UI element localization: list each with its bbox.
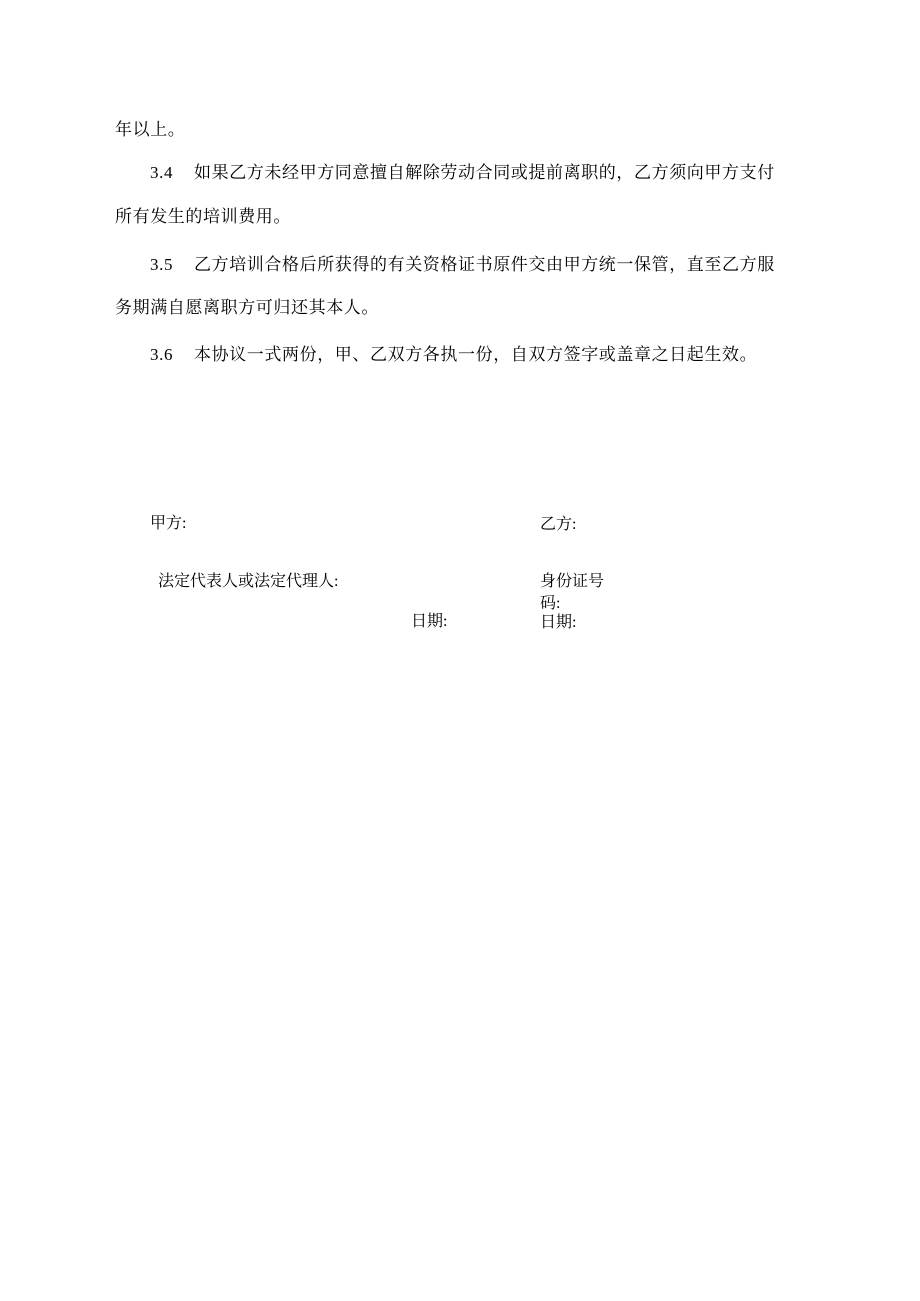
clause-3-4-line-2: 所有发生的培训费用。 xyxy=(115,207,291,226)
clause-number: 3.5 xyxy=(150,255,174,274)
clause-3-5-line-2: 务期满自愿离职方可归还其本人。 xyxy=(115,298,379,317)
clause-number: 3.6 xyxy=(150,345,174,364)
party-a-label: 甲方: xyxy=(150,515,187,532)
clause-number: 3.4 xyxy=(150,163,174,182)
clause-text: 乙方培训合格后所获得的有关资格证书原件交由甲方统一保管，直至乙方服 xyxy=(194,255,775,274)
continuation-line: 年以上。 xyxy=(115,120,186,139)
party-a-date-label: 日期: xyxy=(411,613,448,630)
party-b-id-number-label: 身份证号码: xyxy=(540,573,605,612)
party-b-date-label: 日期: xyxy=(540,614,577,631)
clause-text: 本协议一式两份，甲、乙双方各执一份，自双方签字或盖章之日起生效。 xyxy=(194,345,758,364)
clause-3-6-line-1 xyxy=(150,344,757,366)
clause-3-5-line-1 xyxy=(150,254,775,276)
party-a-representative-label: 法定代表人或法定代理人: xyxy=(158,573,339,590)
clause-text: 如果乙方未经甲方同意擅自解除劳动合同或提前离职的，乙方须向甲方支付 xyxy=(194,163,775,182)
clause-3-4-line-1 xyxy=(150,162,775,184)
party-b-label: 乙方: xyxy=(540,516,577,533)
